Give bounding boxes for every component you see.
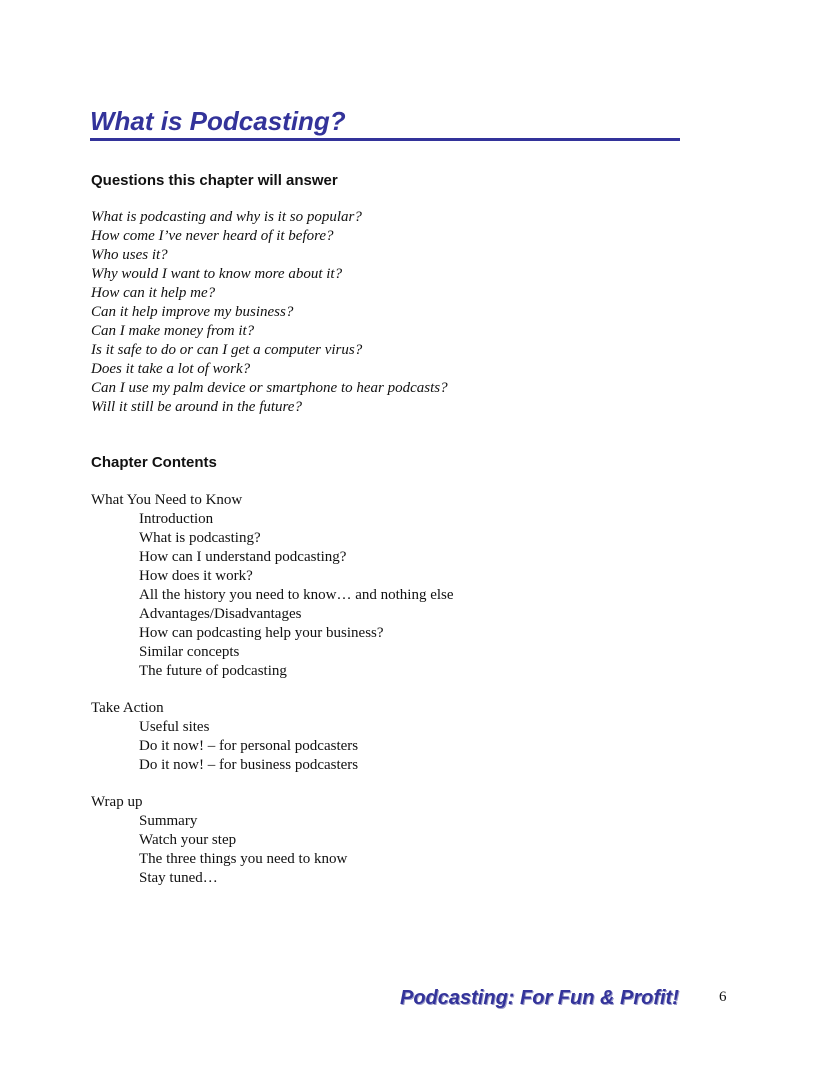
page-number: 6 [719, 989, 727, 1005]
question-item: Is it safe to do or can I get a computer virus? [91, 342, 363, 358]
contents-item: Do it now! – for personal podcasters [139, 738, 359, 754]
contents-item: All the history you need to know… and nothing else [139, 587, 454, 603]
contents-section [91, 491, 454, 681]
question-item: Who uses it? [91, 247, 168, 263]
question-item: Can it help improve my business? [91, 304, 294, 320]
contents-section-title: Take Action [91, 700, 164, 716]
contents-item: The future of podcasting [139, 663, 287, 679]
contents-section [91, 699, 454, 775]
question-item: Can I use my palm device or smartphone to hear podcasts? [91, 380, 448, 396]
contents-item: Useful sites [139, 719, 210, 735]
contents-item: Do it now! – for business podcasters [139, 757, 359, 773]
contents-section-title: What You Need to Know [91, 492, 243, 508]
question-item: How come I’ve never heard of it before? [91, 228, 334, 244]
contents-item: Watch your step [139, 832, 237, 848]
chapter-contents-list [91, 491, 454, 906]
contents-item: Advantages/Disadvantages [139, 606, 302, 622]
contents-item: Introduction [139, 511, 214, 527]
questions-heading: Questions this chapter will answer [91, 172, 338, 189]
contents-subsection-list [91, 718, 454, 775]
question-item: What is podcasting and why is it so popular? [91, 209, 362, 225]
question-item: Can I make money from it? [91, 323, 255, 339]
contents-item: Summary [139, 813, 198, 829]
contents-item: What is podcasting? [139, 530, 261, 546]
contents-subsection-list [91, 510, 454, 681]
question-item: Will it still be around in the future? [91, 399, 302, 415]
contents-section-title: Wrap up [91, 794, 143, 810]
contents-item: How can podcasting help your business? [139, 625, 384, 641]
chapter-title: What is Podcasting? [90, 104, 680, 141]
contents-item: The three things you need to know [139, 851, 348, 867]
contents-section [91, 793, 454, 888]
question-item: How can it help me? [91, 285, 216, 301]
contents-item: How does it work? [139, 568, 253, 584]
contents-item: How can I understand podcasting? [139, 549, 347, 565]
contents-subsection-list [91, 812, 454, 888]
contents-item: Similar concepts [139, 644, 240, 660]
question-list [91, 208, 448, 417]
question-item: Why would I want to know more about it? [91, 266, 343, 282]
question-item: Does it take a lot of work? [91, 361, 251, 377]
footer-book-title: Podcasting: For Fun & Profit! [400, 987, 679, 1009]
contents-heading: Chapter Contents [91, 454, 217, 471]
contents-item: Stay tuned… [139, 870, 218, 886]
